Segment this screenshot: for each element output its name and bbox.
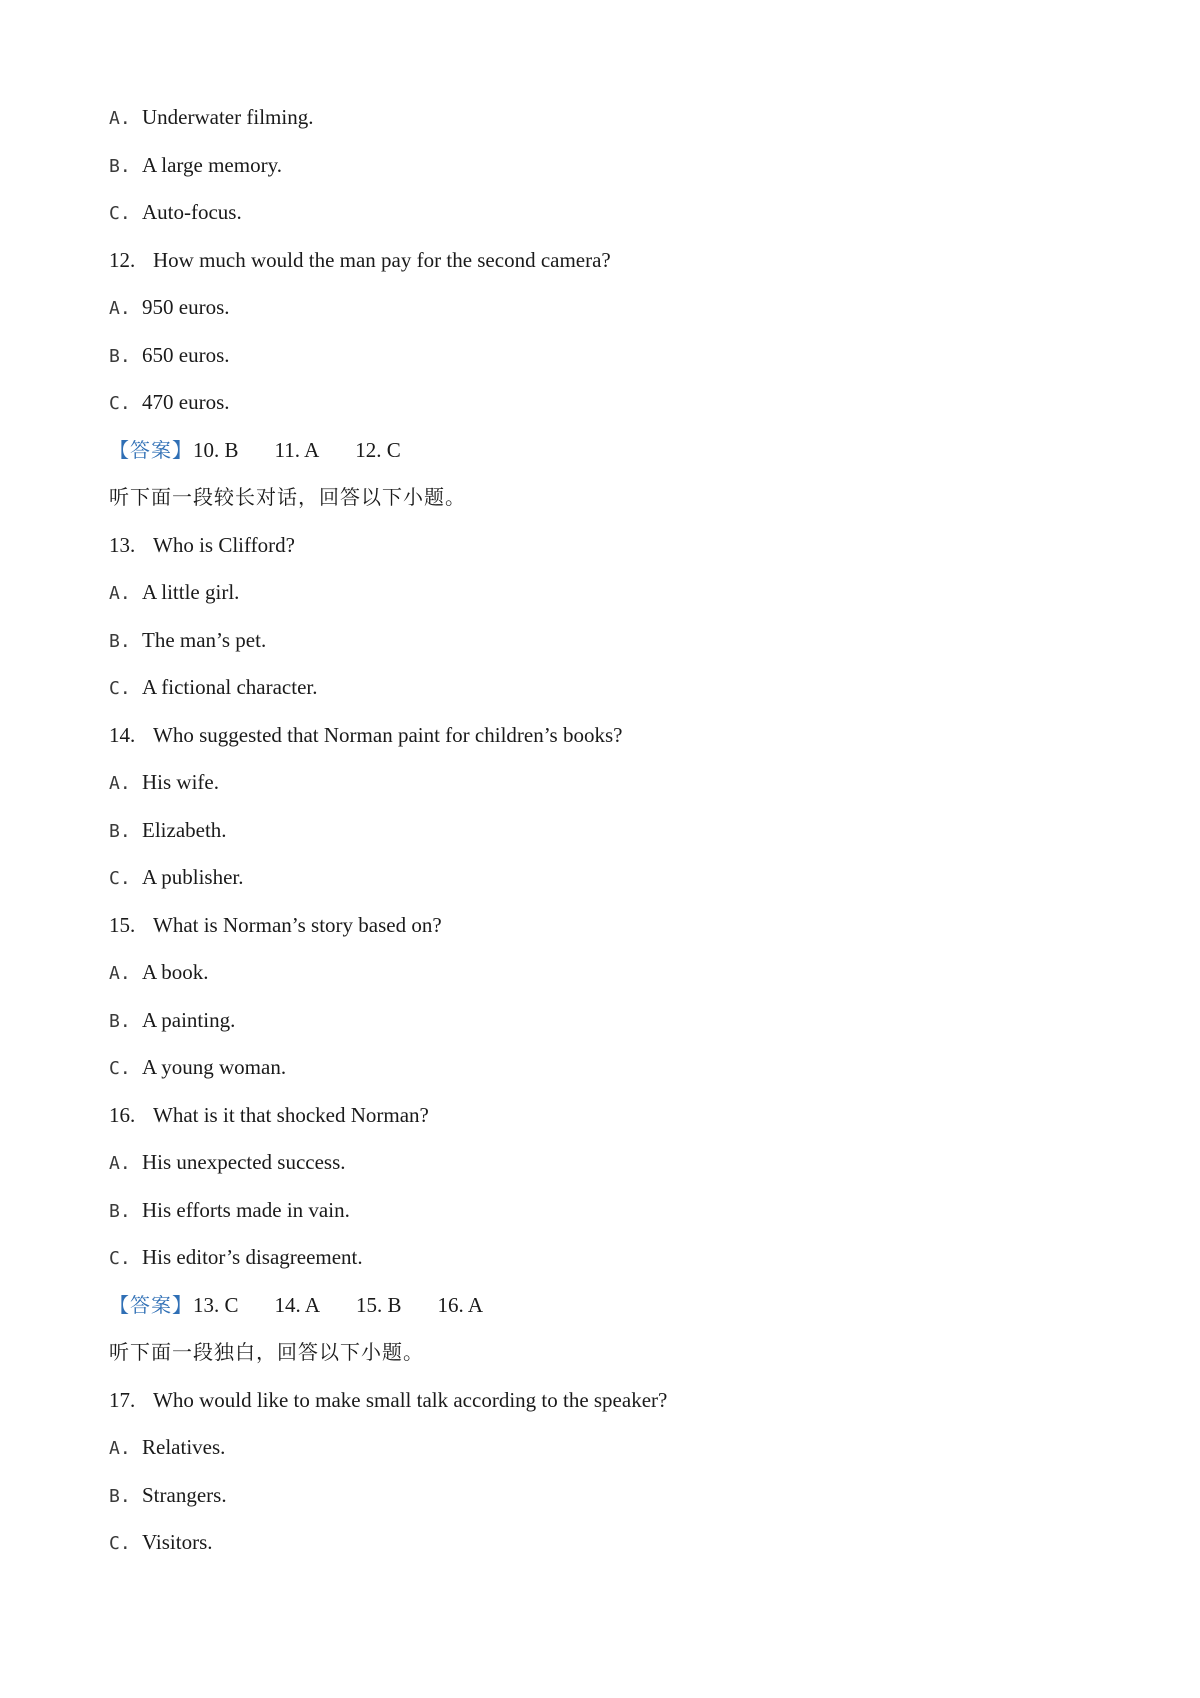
option-letter: A. (109, 108, 131, 129)
option-text: The man’s pet. (142, 627, 267, 652)
option-letter: C. (109, 1248, 131, 1269)
option-letter: A. (109, 583, 131, 604)
answer-option (109, 293, 230, 323)
question (109, 246, 611, 274)
option-letter: B. (109, 1485, 131, 1507)
option-letter: A. (109, 773, 131, 794)
answer-option (109, 626, 266, 656)
option-text: A young woman. (142, 1055, 287, 1079)
answer-option (109, 816, 227, 846)
question-number: 15. (109, 912, 136, 937)
question (109, 531, 295, 559)
question (109, 1101, 429, 1129)
question-number: 13. (109, 532, 136, 557)
option-text: A publisher. (142, 865, 244, 889)
question-number: 12. (109, 247, 136, 272)
option-letter: C. (109, 203, 131, 224)
answer-item: 13. C (193, 1292, 239, 1317)
option-text: 950 euros. (142, 295, 230, 319)
option-letter: B. (109, 630, 131, 652)
option-text: A fictional character. (142, 675, 318, 699)
option-text: 650 euros. (142, 342, 230, 367)
option-text: His wife. (142, 770, 219, 794)
option-letter: A. (109, 1438, 131, 1459)
question (109, 1386, 667, 1414)
option-text: Relatives. (142, 1435, 226, 1459)
option-text: Strangers. (142, 1482, 227, 1507)
option-text: A large memory. (142, 152, 282, 177)
answer-option (109, 578, 239, 608)
option-letter: B. (109, 1200, 131, 1222)
option-text: Visitors. (142, 1530, 213, 1554)
answer-item: 15. B (356, 1292, 402, 1317)
option-letter: C. (109, 1533, 131, 1554)
section-instruction (109, 1338, 424, 1366)
answer-option (109, 1528, 213, 1558)
answer-option (109, 1053, 286, 1083)
option-letter: C. (109, 393, 131, 414)
answer-item: 14. A (274, 1292, 321, 1317)
answer-option (109, 151, 282, 181)
answer-option (109, 1148, 346, 1178)
answer-option (109, 768, 219, 798)
option-letter: A. (109, 298, 131, 319)
question-number: 14. (109, 722, 136, 747)
answer-option (109, 103, 313, 133)
question-number: 17. (109, 1387, 136, 1412)
answer-tag: 【答案】 (109, 437, 193, 462)
option-letter: A. (109, 963, 131, 984)
question-text: Who is Clifford? (153, 532, 295, 557)
option-text: Auto-focus. (142, 200, 242, 224)
answer-item: 11. A (274, 437, 320, 462)
option-letter: C. (109, 868, 131, 889)
answer-option (109, 341, 230, 371)
answer-item: 16. A (437, 1292, 484, 1317)
instruction-text: 听下面一段独白，回答以下小题。 (109, 1340, 424, 1364)
option-letter: C. (109, 678, 131, 699)
question-text: How much would the man pay for the second camera? (153, 247, 611, 272)
option-letter: B. (109, 1010, 131, 1032)
option-text: Elizabeth. (142, 817, 227, 842)
answer-option (109, 1433, 225, 1463)
answer-option (109, 1006, 235, 1036)
question (109, 911, 442, 939)
answer-option (109, 388, 230, 418)
option-text: 470 euros. (142, 390, 230, 414)
option-letter: B. (109, 345, 131, 367)
question (109, 721, 622, 749)
question-text: What is it that shocked Norman? (153, 1102, 429, 1127)
answer-item: 10. B (193, 437, 239, 462)
option-text: A little girl. (142, 580, 240, 604)
option-text: A painting. (142, 1007, 236, 1032)
answer-option (109, 673, 318, 703)
answer-option (109, 198, 242, 228)
option-text: His efforts made in vain. (142, 1197, 350, 1222)
option-text: His editor’s disagreement. (142, 1245, 363, 1269)
question-text: Who would like to make small talk according to the speaker? (153, 1387, 668, 1412)
answer-option (109, 1481, 227, 1511)
option-letter: C. (109, 1058, 131, 1079)
question-text: What is Norman’s story based on? (153, 912, 442, 937)
question-text: Who suggested that Norman paint for children’s books? (153, 722, 623, 747)
option-letter: B. (109, 155, 131, 177)
option-letter: A. (109, 1153, 131, 1174)
answer-item: 12. C (355, 437, 401, 462)
option-text: Underwater filming. (142, 105, 314, 129)
option-text: A book. (142, 960, 209, 984)
answer-option (109, 958, 209, 988)
instruction-text: 听下面一段较长对话，回答以下小题。 (109, 485, 466, 509)
option-text: His unexpected success. (142, 1150, 346, 1174)
answer-option (109, 1243, 363, 1273)
option-letter: B. (109, 820, 131, 842)
question-number: 16. (109, 1102, 136, 1127)
answer-option (109, 863, 244, 893)
answer-tag: 【答案】 (109, 1292, 193, 1317)
answer-option (109, 1196, 350, 1226)
answer-key (109, 1291, 519, 1319)
section-instruction (109, 483, 466, 511)
answer-key (109, 436, 437, 464)
